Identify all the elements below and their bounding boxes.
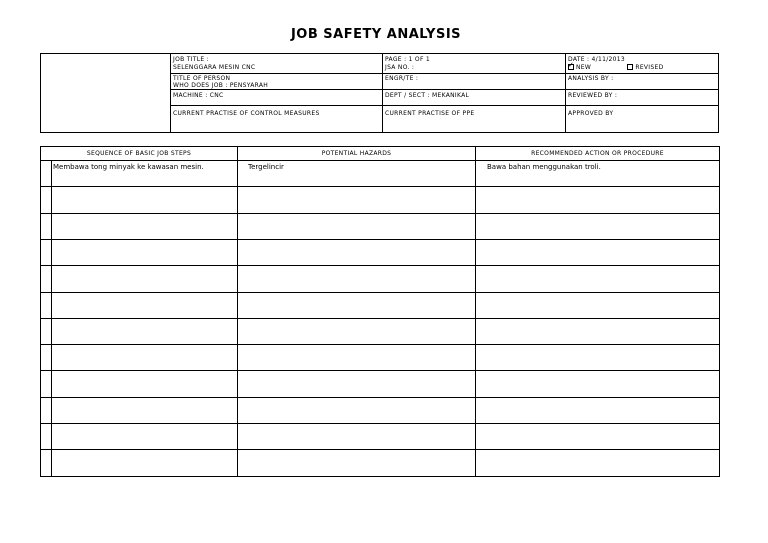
approved-by-label[interactable]: APPROVED BY (568, 110, 614, 117)
table-row-divider (41, 318, 719, 319)
reviewed-by-label[interactable]: REVIEWED BY : (568, 92, 618, 99)
who-does-job-label[interactable]: WHO DOES JOB : PENSYARAH (173, 82, 269, 89)
job-title-label: JOB TITLE : (173, 56, 209, 63)
new-label: NEW (576, 64, 592, 71)
table-row-divider (41, 265, 719, 266)
table-row-divider (41, 239, 719, 240)
step-cell[interactable]: Membawa tong minyak ke kawasan mesin. (53, 163, 204, 171)
column-header-actions: RECOMMENDED ACTION OR PROCEDURE (531, 150, 664, 157)
revised-label: REVISED (635, 64, 664, 71)
column-header-hazards: POTENTIAL HAZARDS (321, 150, 392, 157)
new-revised-group (568, 64, 664, 71)
revised-checkbox[interactable] (627, 64, 633, 70)
current-control-label[interactable]: CURRENT PRACTISE OF CONTROL MEASURES (173, 110, 320, 117)
table-row-divider (41, 370, 719, 371)
analysis-by-label[interactable]: ANALYSIS BY : (568, 75, 614, 82)
title-person-label: TITLE OF PERSON (173, 75, 231, 82)
table-row-divider (41, 344, 719, 345)
table-row-divider (41, 423, 719, 424)
job-title-value[interactable]: SELENGGARA MESIN CNC (173, 64, 256, 71)
table-row-divider (41, 292, 719, 293)
jsa-no-label[interactable]: JSA NO. : (385, 64, 415, 71)
hazard-cell[interactable]: Tergelincir (248, 163, 284, 171)
job-steps-table (40, 146, 720, 477)
engr-label[interactable]: ENGR/TE : (385, 75, 419, 82)
current-ppe-label[interactable]: CURRENT PRACTISE OF PPE (385, 110, 475, 117)
action-cell[interactable]: Bawa bahan menggunakan troli. (487, 163, 601, 171)
page-label: PAGE : 1 OF 1 (385, 56, 431, 63)
dept-label[interactable]: DEPT / SECT : MEKANIKAL (385, 92, 470, 99)
table-row-divider (41, 397, 719, 398)
date-label[interactable]: DATE : 4/11/2013 (568, 56, 626, 63)
header-info-box (40, 53, 719, 133)
new-checkbox[interactable] (568, 64, 574, 70)
table-row-divider (41, 449, 719, 450)
table-row-divider (41, 186, 719, 187)
column-header-steps: SEQUENCE OF BASIC JOB STEPS (86, 150, 192, 157)
table-row-divider (41, 213, 719, 214)
machine-label[interactable]: MACHINE : CNC (173, 92, 224, 99)
document-title: JOB SAFETY ANALYSIS (290, 27, 462, 42)
